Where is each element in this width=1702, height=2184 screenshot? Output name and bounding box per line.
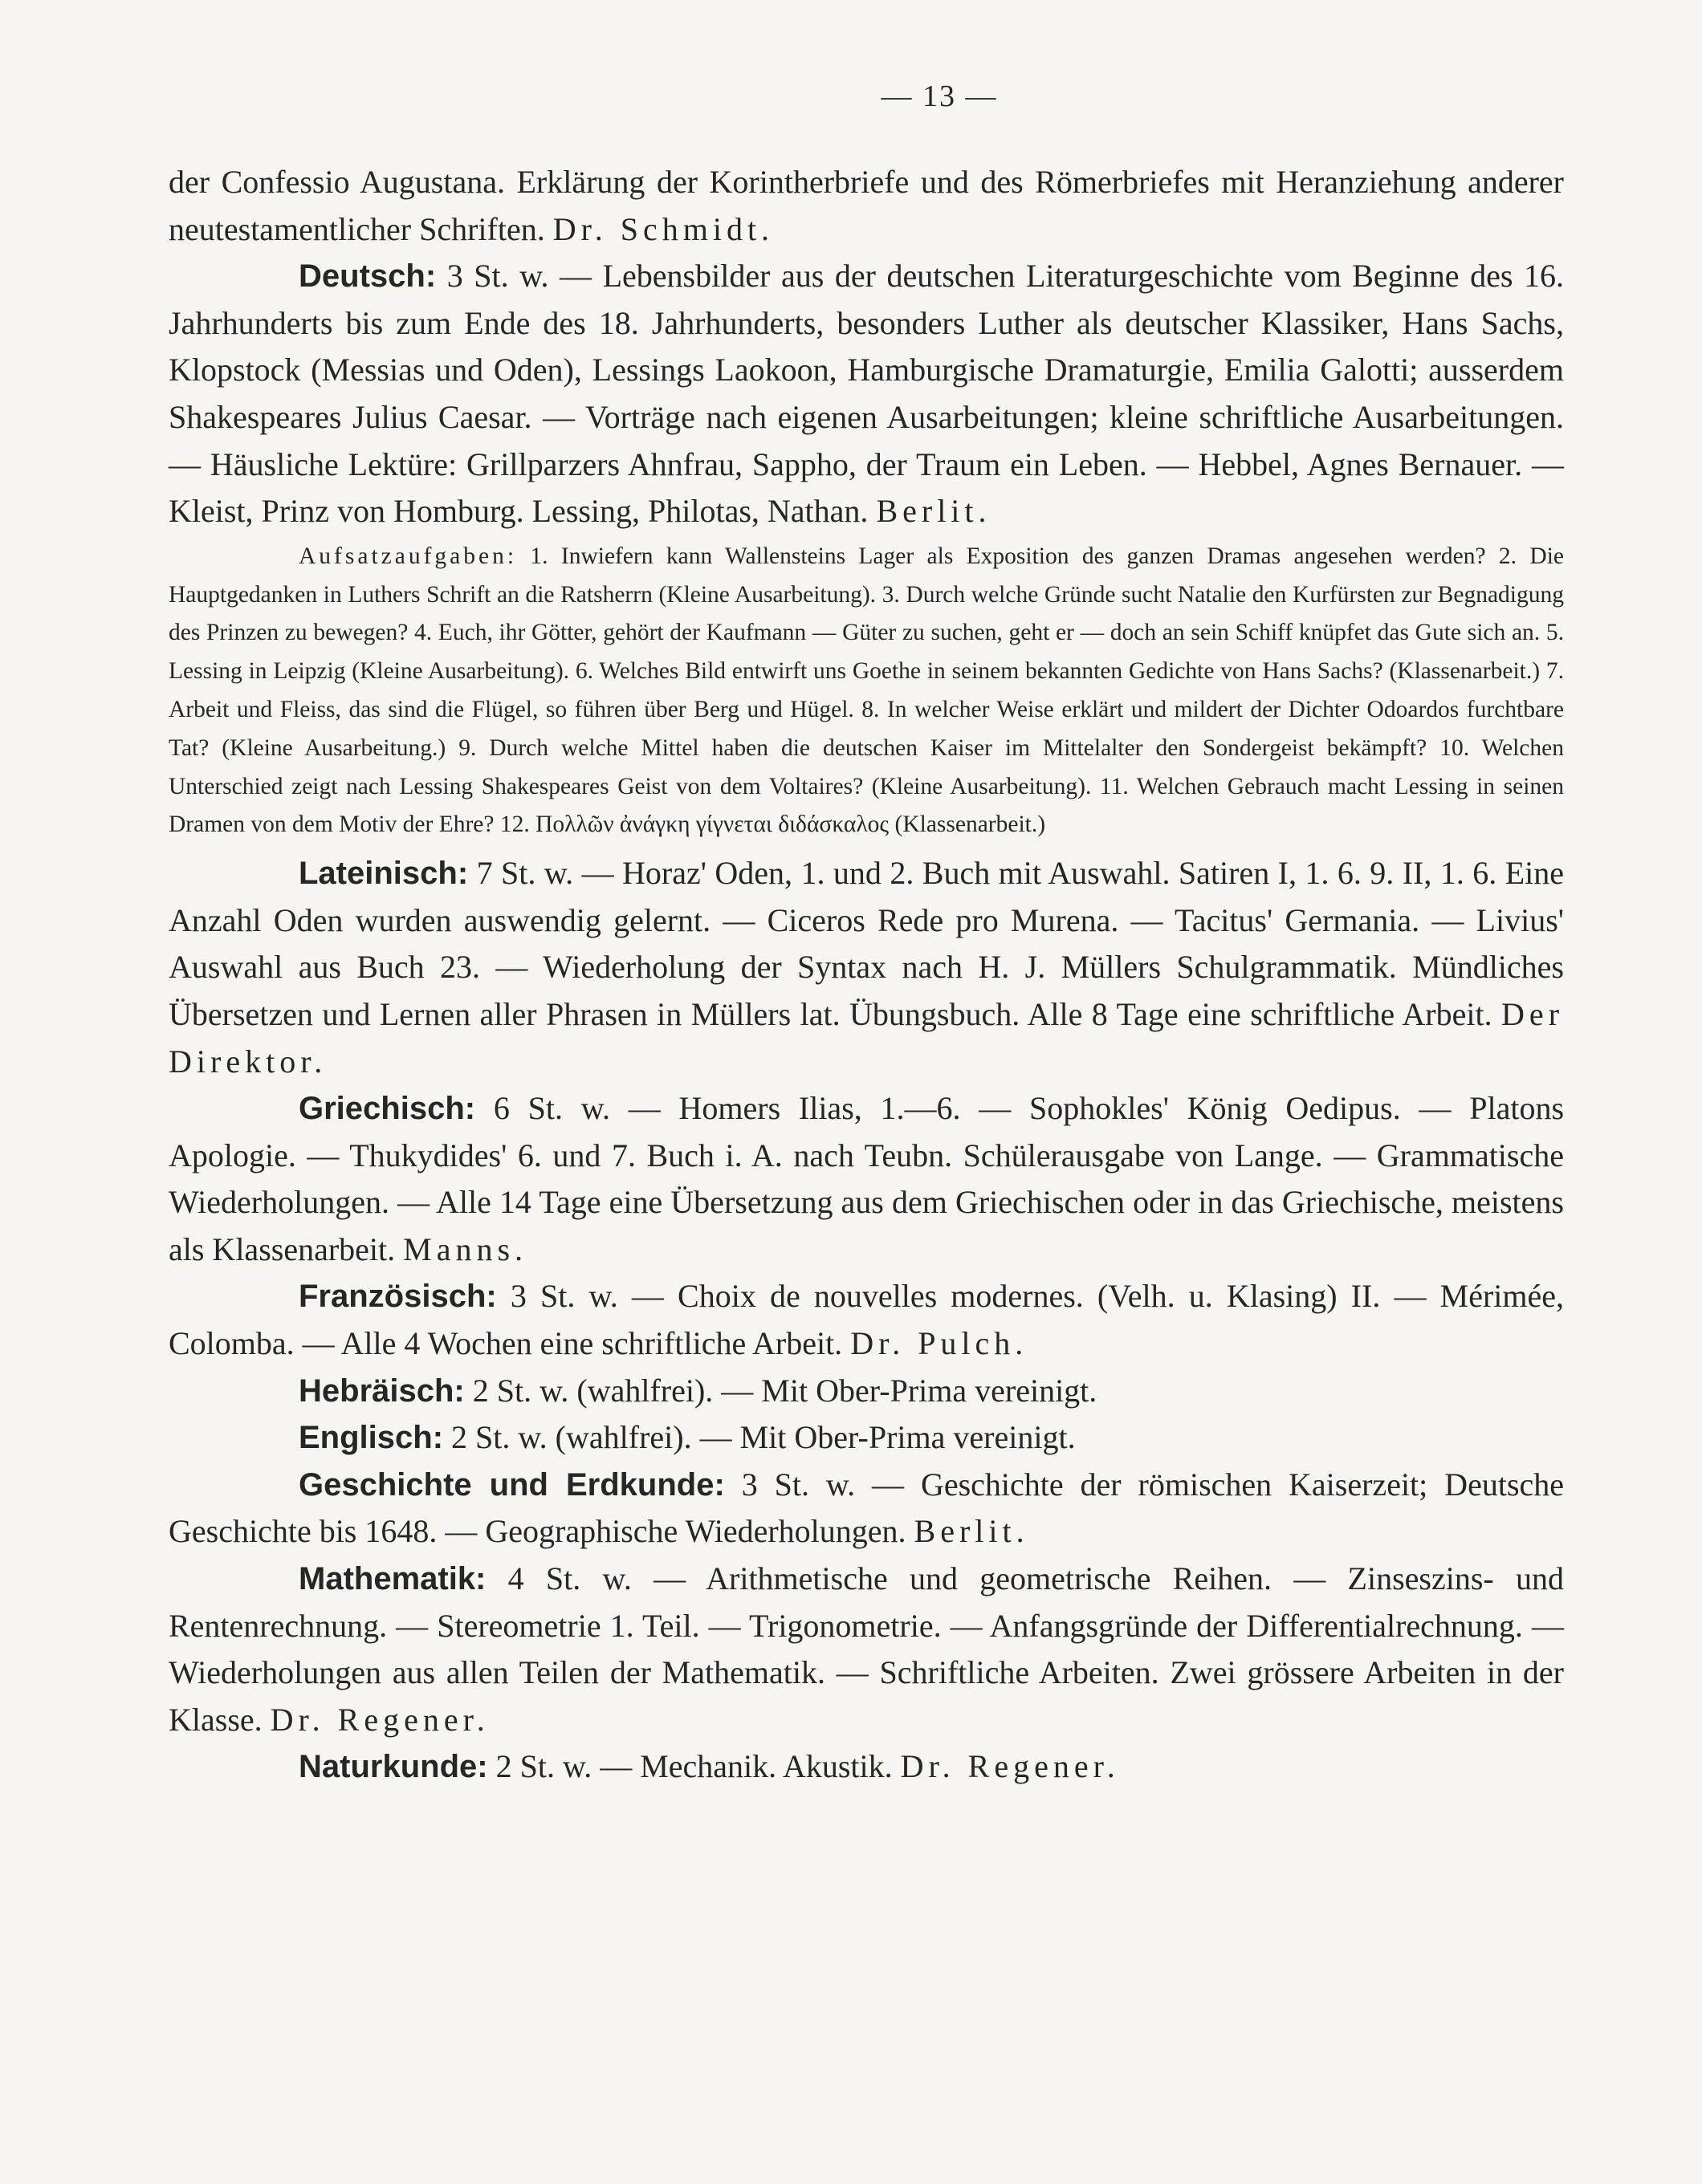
subject-hebraeisch: Hebräisch: — [299, 1373, 465, 1409]
paragraph-mathematik — [169, 1556, 1564, 1743]
subject-lateinisch: Lateinisch: — [299, 856, 469, 892]
paragraph-religion-tail — [169, 159, 1564, 253]
subject-franzoesisch: Französisch: — [299, 1279, 497, 1315]
paragraph-englisch — [169, 1414, 1564, 1462]
subject-deutsch: Deutsch: — [299, 258, 437, 295]
page-number: — 13 — — [881, 79, 998, 113]
paragraph-geschichte — [169, 1462, 1564, 1556]
englisch-text: 2 St. w. (wahlfrei). — Mit Ober-Prima vereinigt. — [451, 1419, 1076, 1456]
paragraph-hebraeisch — [169, 1368, 1564, 1415]
franzoesisch-text: 3 St. w. — Choix de nouvelles modernes. (Velh. u. Klasing) II. — Mérimée, Colomba. — Alle 4 Wochen eine schriftliche Arbeit. — [169, 1278, 1564, 1362]
aufsatz-text: 1. Inwiefern kann Wallensteins Lager als Exposition des ganzen Dramas angesehen werden? 2. Die Hauptgedanken in Luthers Schrift an die Ratsherrn (Kleine Ausarbeitung). 3. Durch welche Gründe sucht Natalie den Kurfürsten zur Begnadigung des Prinzen zu bewegen? 4. Euch, ihr Götter, gehört der Kaufmann — Güter zu suchen, geht er — doch an sein Schiff knüpfet das Gute sich an. 5. Lessing in Leipzig (Kleine Ausarbeitung). 6. Welches Bild entwirft uns Goethe in seinem bekannten Gedichte von Hans Sachs? (Klassenarbeit.) 7. Arbeit und Fleiss, das sind die Flügel, so führen über Berg und Hügel. 8. In welcher Weise erklärt und mildert der Dichter Odoardos furchtbare Tat? (Kleine Ausarbeitung.) 9. Durch welche Mittel haben die deutschen Kaiser im Mittelalter den Sondergeist bekämpft? 10. Welchen Unterschied zeigt nach Lessing Shakespeares Geist von dem Voltaires? (Kleine Ausarbeitung). 11. Welchen Gebrauch macht Lessing in seinen Dramen von dem Motiv der Ehre? 12. Πολλῶν ἀνάγκη γίγνεται διδάσκαλος (Klassenarbeit.) — [169, 543, 1564, 838]
geschichte-text: 3 St. w. — Geschichte der römischen Kaiserzeit; Deutsche Geschichte bis 1648. — Geographische Wiederholungen. — [169, 1466, 1565, 1550]
geschichte-teacher: Berlit. — [914, 1513, 1029, 1550]
religion-teacher: Dr. Schmidt. — [552, 210, 775, 247]
paragraph-naturkunde — [169, 1743, 1564, 1791]
deutsch-text: 3 St. w. — Lebensbilder aus der deutschen Literaturgeschichte vom Beginne des 16. Jahrhunderts bis zum Ende des 18. Jahrhunderts, besonders Luther als deutscher Klassiker, Hans Sachs, Klopstock (Messias und Oden), Lessings Laokoon, Hamburgische Dramaturgie, Emilia Galotti; ausserdem Shakespeares Julius Caesar. — Vorträge nach eigenen Ausarbeitungen; kleine schriftliche Ausarbeitungen. — Häusliche Lektüre: Grillparzers Ahnfrau, Sappho, der Traum ein Leben. — Hebbel, Agnes Bernauer. — Kleist, Prinz von Homburg. Lessing, Philotas, Nathan. — [169, 258, 1564, 530]
subject-griechisch: Griechisch: — [299, 1091, 476, 1127]
mathematik-teacher: Dr. Regener. — [270, 1701, 490, 1738]
hebraeisch-text: 2 St. w. (wahlfrei). — Mit Ober-Prima vereinigt. — [472, 1372, 1097, 1409]
griechisch-text: 6 St. w. — Homers Ilias, 1.—6. — Sophokles' König Oedipus. — Platons Apologie. — Thukydides' 6. und 7. Buch i. A. nach Teubn. Schülerausgabe von Lange. — Grammatische Wiederholungen. — Alle 14 Tage eine Übersetzung aus dem Griechischen oder in das Griechische, meistens als Klassenarbeit. — [169, 1090, 1565, 1267]
subject-mathematik: Mathematik: — [299, 1561, 487, 1597]
latein-teacher: Der Direktor. — [169, 995, 1565, 1080]
mathematik-text: 4 St. w. — Arithmetische und geometrische Reihen. — Zinseszins- und Rentenrechnung. — Stereometrie 1. Teil. — Trigonometrie. — Anfangsgründe der Differentialrechnung. — Wiederholungen aus allen Teilen der Mathematik. — Schriftliche Arbeiten. Zwei grössere Arbeiten in der Klasse. — [169, 1560, 1565, 1738]
page-body — [169, 159, 1564, 1791]
griechisch-teacher: Manns. — [403, 1230, 528, 1267]
paragraph-lateinisch — [169, 850, 1564, 1085]
naturkunde-text: 2 St. w. — Mechanik. Akustik. — [495, 1748, 893, 1785]
subject-naturkunde: Naturkunde: — [299, 1749, 488, 1785]
aufsatz-label: Aufsatzaufgaben: — [299, 543, 518, 569]
paragraph-aufsatzaufgaben — [169, 538, 1564, 844]
paragraph-griechisch — [169, 1085, 1564, 1273]
franzoesisch-teacher: Dr. Pulch. — [850, 1325, 1028, 1362]
deutsch-teacher: Berlit. — [876, 493, 991, 530]
subject-englisch: Englisch: — [299, 1420, 444, 1456]
subject-geschichte: Geschichte und Erdkunde: — [299, 1466, 725, 1503]
paragraph-deutsch — [169, 253, 1564, 535]
naturkunde-teacher: Dr. Regener. — [900, 1748, 1120, 1785]
latein-text: 7 St. w. — Horaz' Oden, 1. und 2. Buch mit Auswahl. Satiren I, 1. 6. 9. II, 1. 6. Eine Anzahl Oden wurden auswendig gelernt. — Ciceros Rede pro Murena. — Tacitus' Germania. — Livius' Auswahl aus Buch 23. — Wiederholung der Syntax nach H. J. Müllers Schulgrammatik. Mündliches Übersetzen und Lernen aller Phrasen in Müllers lat. Übungsbuch. Alle 8 Tage eine schriftliche Arbeit. — [169, 855, 1565, 1032]
paragraph-franzoesisch — [169, 1273, 1564, 1367]
religion-text: der Confessio Augustana. Erklärung der Korintherbriefe und des Römerbriefes mit Heranziehung anderer neutestamentlicher Schriften. — [169, 164, 1564, 247]
